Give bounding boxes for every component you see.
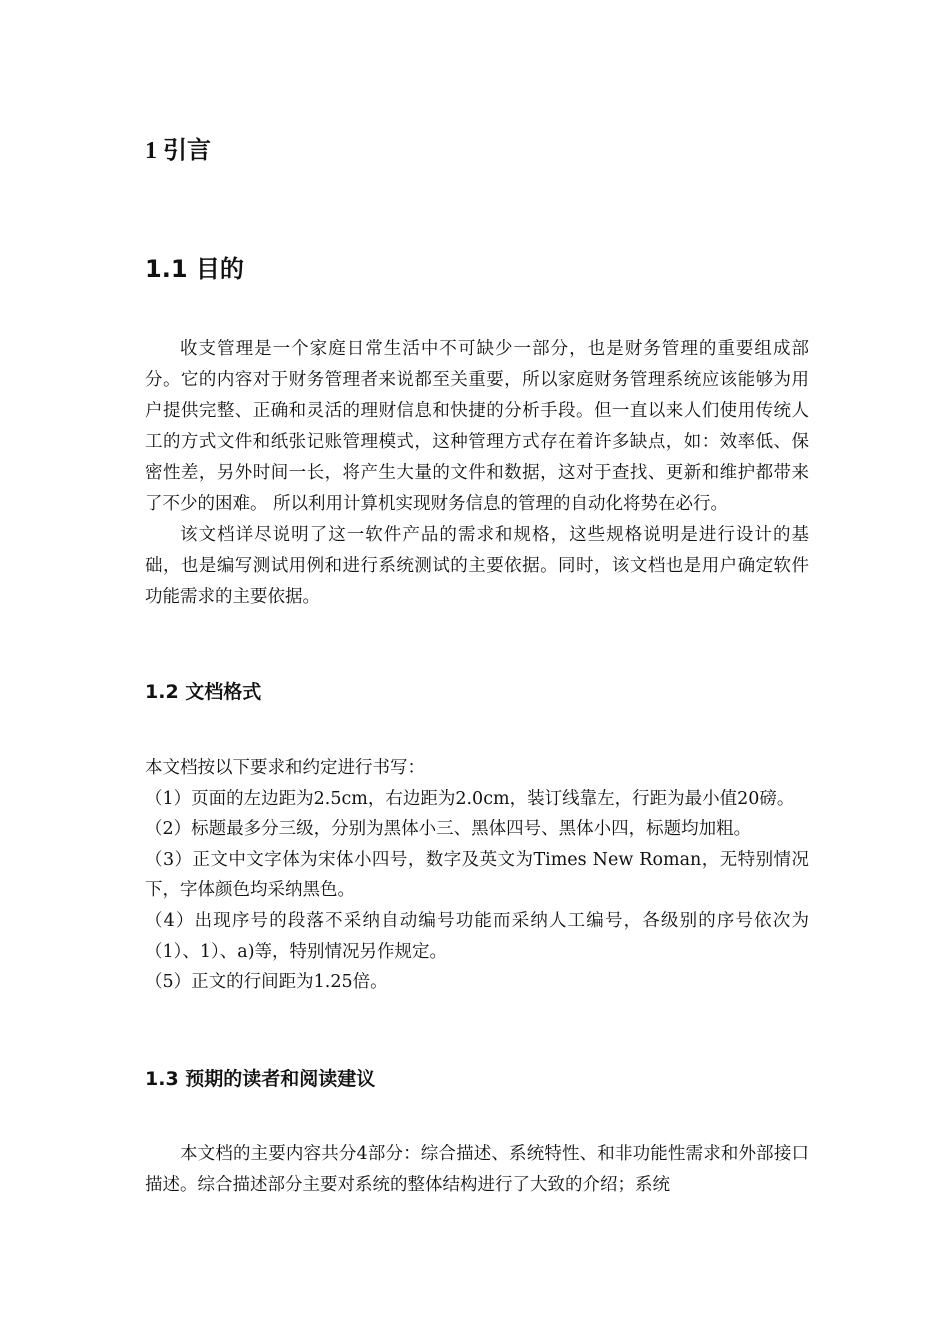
- format-body: [145, 753, 809, 998]
- purpose-paragraph-2: 该文档详尽说明了这一软件产品的需求和规格，这些规格说明是进行设计的基础，也是编写测试用例和进行系统测试的主要依据。同时，该文档也是用户确定软件功能需求的主要依据。: [145, 525, 809, 607]
- format-intro: 本文档按以下要求和约定进行书写：: [145, 758, 425, 778]
- format-item-2: （2）标题最多分三级，分别为黑体小三、黑体四号、黑体小四，标题均加粗。: [145, 819, 752, 840]
- format-item-1: （1）页面的左边距为2.5cm，右边距为2.0cm，装订线靠左，行距为最小值20磅。: [145, 788, 795, 809]
- format-item-5: （5）正文的行间距为1.25倍。: [145, 972, 388, 993]
- readers-body: [145, 1139, 809, 1201]
- chapter-heading: 1 引言: [145, 138, 211, 164]
- section-heading-readers: 1.3 预期的读者和阅读建议: [145, 1068, 376, 1090]
- section-heading-purpose: 1.1 目的: [145, 255, 244, 283]
- purpose-body: [145, 334, 809, 613]
- format-item-3: （3）正文中文字体为宋体小四号，数字及英文为Times New Roman，无特别情况下，字体颜色均采纳黑色。: [145, 849, 809, 901]
- purpose-paragraph-1: 收支管理是一个家庭日常生活中不可缺少一部分，也是财务管理的重要组成部分。它的内容对于财务管理者来说都至关重要，所以家庭财务管理系统应该能够为用户提供完整、正确和灵活的理财信息和快捷的分析手段。但一直以来人们使用传统人工的方式文件和纸张记账管理模式，这种管理方式存在着许多缺点，如：效率低、保密性差，另外时间一长，将产生大量的文件和数据，这对于查找、更新和维护都带来了不少的困难。 所以利用计算机实现财务信息的管理的自动化将势在必行。: [145, 339, 809, 514]
- format-item-4: （4）出现序号的段落不采纳自动编号功能而采纳人工编号，各级别的序号依次为（1）、1）、a)等，特别情况另作规定。: [145, 910, 809, 962]
- section-heading-format: 1.2 文档格式: [145, 681, 262, 703]
- readers-paragraph-1: 本文档的主要内容共分4部分：综合描述、系统特性、和非功能性需求和外部接口描述。综合描述部分主要对系统的整体结构进行了大致的介绍；系统: [145, 1144, 809, 1195]
